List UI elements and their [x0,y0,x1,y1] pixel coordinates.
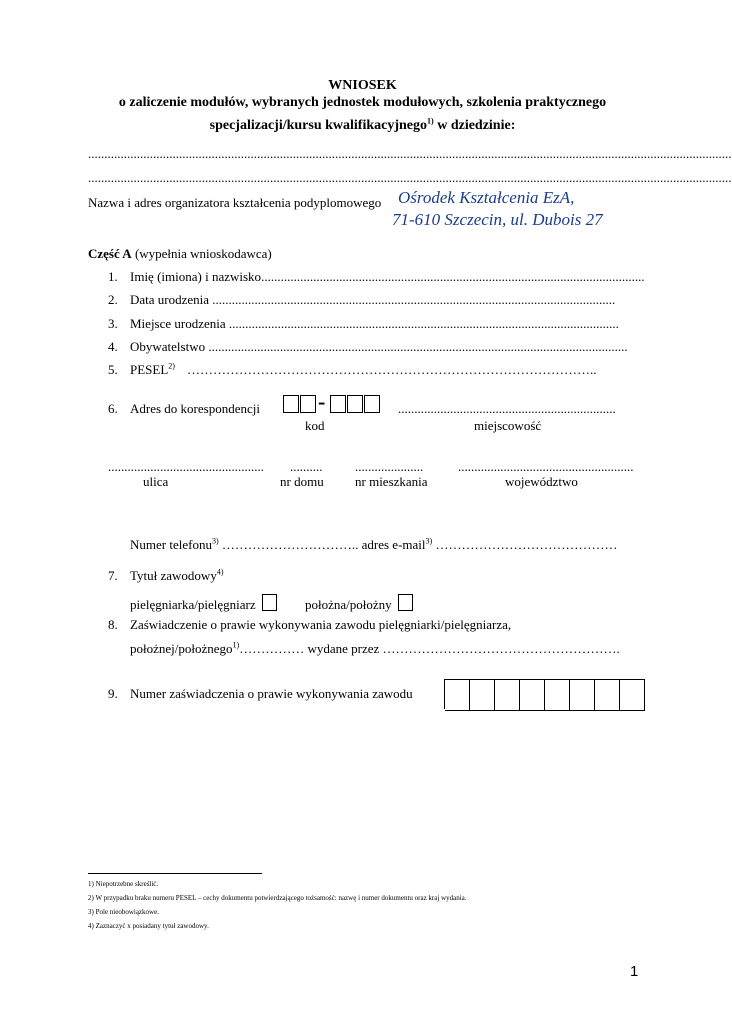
phone-label: Numer telefonu [130,537,212,552]
voivodeship-input[interactable]: ...................................................... [458,459,634,474]
field-citizenship[interactable] [108,339,628,355]
field-number: 2. [108,292,118,307]
postal-code-label: kod [305,418,325,433]
footnote-ref: 2) [168,361,175,371]
field-birth-date[interactable] [108,292,615,308]
organizer-name: Ośrodek Kształcenia EzA, [398,188,575,207]
field-number: 6. [108,401,118,416]
postal-code-dash: - [318,389,326,414]
footnote-ref: 3) [425,536,433,546]
nurse-checkbox[interactable] [262,594,277,611]
flat-number-label: nr mieszkania [355,474,428,489]
city-input[interactable]: ................................................................... [398,401,616,416]
part-a-label: Część A [88,246,132,261]
postal-code-box-1[interactable] [283,395,299,413]
field-label: Numer zaświadczenia o prawie wykonywania zawodu [130,686,413,701]
page-number: 1 [630,963,639,980]
part-a-heading [88,246,272,262]
contact-row[interactable] [130,537,617,553]
certificate-issuer-row[interactable] [130,641,620,657]
street-input[interactable]: ................................................ [108,459,264,474]
postal-code-box-4[interactable] [347,395,363,413]
field-label: Zaświadczenie o prawie wykonywania zawodu pielęgniarki/pielęgniarza, [130,617,512,632]
cert-number-box-6[interactable] [570,679,595,711]
field-label: Data urodzenia [130,292,210,307]
organizer-label: Nazwa i adres organizatora kształcenia podyplomowego [88,195,382,210]
field-number: 1. [108,269,118,284]
postal-code-box-2[interactable] [300,395,316,413]
cert-number-box-5[interactable] [545,679,570,711]
flat-number-input[interactable]: ..................... [355,459,424,474]
form-subtitle-line2 [0,118,725,134]
part-a-note: (wypełnia wnioskodawca) [131,246,272,261]
city-label: miejscowość [474,418,542,433]
certificate-number-label [108,686,413,702]
field-label: Tytuł zawodowy [130,568,217,583]
option-label: położna/położny [305,597,392,612]
certificate-label [108,617,511,633]
cert-number-box-4[interactable] [520,679,545,711]
field-of-study-line-1[interactable]: ...................................................................................................................................................................................................... [88,146,732,161]
field-birth-place[interactable] [108,316,619,332]
field-label: Adres do korespondencji [130,401,260,416]
field-dots: ………………………………………………………………………………….. [186,362,597,377]
field-number: 3. [108,316,118,331]
postal-code-box-5[interactable] [364,395,380,413]
field-number: 7. [108,568,118,583]
cert-number-box-8[interactable] [620,679,645,711]
postal-code-box-3[interactable] [330,395,346,413]
field-of-study-line-2[interactable]: ...................................................................................................................................................................................................... [88,170,732,185]
footnote-ref: 3) [211,536,219,546]
footnote-separator [88,873,262,874]
title-option-midwife[interactable] [305,597,413,615]
midwife-checkbox[interactable] [398,594,413,611]
field-dots: ........................................................................................................................ [225,316,619,331]
form-title: WNIOSEK [328,78,397,93]
address-label-row [108,401,260,417]
field-number: 8. [108,617,118,632]
footnote-ref: 1) [232,640,240,650]
email-label: adres e-mail [361,537,426,552]
subtitle-tail: w dziedzinie: [433,118,516,133]
footnote-1: 1) Niepotrzebne skreślić. [88,880,159,888]
organizer-address: 71-610 Szczecin, ul. Dubois 27 [392,210,603,229]
field-label: położnej/położnego [130,641,233,656]
professional-title-label [108,568,224,584]
house-number-input[interactable]: .......... [290,459,323,474]
cert-number-box-2[interactable] [470,679,495,711]
field-name[interactable] [108,269,645,285]
field-label: Obywatelstwo [130,339,206,354]
footnote-2: 2) W przypadku braku numeru PESEL – cechy dokumentu potwierdzającego tożsamość: nazwę i numer dokumentu oraz kraj wydania. [88,894,467,902]
cert-number-box-3[interactable] [495,679,520,711]
subtitle-text: specjalizacji/kursu kwalifikacyjnego [209,118,428,133]
cert-number-box-1[interactable] [445,679,470,711]
house-number-label: nr domu [280,474,324,489]
field-label: PESEL [130,362,169,377]
email-input[interactable]: …………………………………… [432,537,618,552]
street-label: ulica [143,474,169,489]
field-number: 4. [108,339,118,354]
option-label: pielęgniarka/pielęgniarz [130,597,256,612]
field-label: Miejsce urodzenia [130,316,226,331]
field-dots: ................................................................................................................................. [205,339,628,354]
phone-input[interactable]: ………………………….. [218,537,362,552]
field-dots: ............................................................................................................................ [209,292,616,307]
issuer-input[interactable]: …………… wydane przez ………………………………………………. [239,641,620,656]
cert-number-box-7[interactable] [595,679,620,711]
field-number: 9. [108,686,118,701]
footnote-4: 4) Zaznaczyć x posiadany tytuł zawodowy. [88,922,209,930]
field-label: Imię (imiona) i nazwisko [130,269,262,284]
field-pesel[interactable] [108,362,596,378]
voivodeship-label: województwo [505,474,578,489]
footnote-ref: 4) [216,567,224,577]
footnote-ref: 1) [427,116,434,126]
field-number: 5. [108,362,118,377]
form-subtitle: o zaliczenie modułów, wybranych jednostek modułowych, szkolenia praktycznego [118,95,607,110]
title-option-nurse[interactable] [130,597,277,615]
field-dots: ...................................................................................................................... [261,269,645,284]
footnote-3: 3) Pole nieobowiązkowe. [88,908,159,916]
